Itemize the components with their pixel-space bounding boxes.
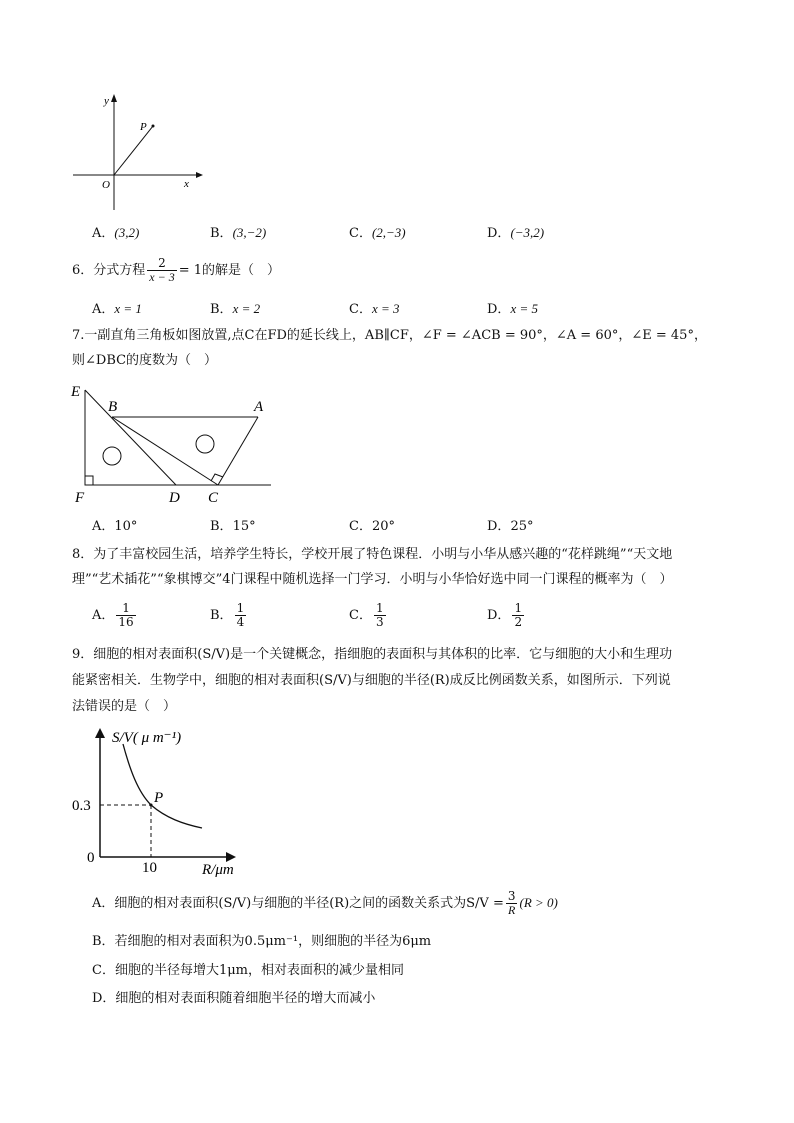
label-a: A (254, 399, 264, 415)
graph-origin: 0 (87, 850, 95, 866)
x-axis-label: x (184, 178, 189, 190)
q6-option-c[interactable]: C．x = 3 (349, 301, 400, 317)
graph-point-p: P (154, 790, 164, 806)
label-f: F (75, 490, 85, 506)
q8-option-b[interactable]: B． $\frac{1}{4}$ (210, 601, 245, 629)
q7-option-b[interactable]: B．15° (210, 519, 256, 534)
q7-stem-line1: 7.一副直角三角板如图放置,点C在FD的延长线上，AB∥CF，∠F = ∠ACB = 90°，∠A = 60°，∠E = 45°， (72, 328, 707, 343)
q6-option-a[interactable]: A．x = 1 (92, 301, 142, 317)
q8-option-c[interactable]: C． $\frac{1}{3}$ (349, 601, 384, 629)
graph-x-tick: 10 (142, 860, 157, 876)
q9-stem-line2: 能紧密相关．生物学中，细胞的相对表面积(S/V)与细胞的半径(R)成反比例函数关系，如图所示．下列说 (72, 673, 671, 688)
q6-option-d[interactable]: D．x = 5 (487, 301, 538, 317)
q9-option-c[interactable]: C．细胞的半径每增大1μm，相对表面积的减少量相同 (92, 963, 404, 978)
q9-option-b[interactable]: B．若细胞的相对表面积为0.5μm⁻¹，则细胞的半径为6μm (92, 934, 432, 949)
q5-option-d[interactable]: D．(−3,2) (487, 225, 545, 241)
label-e: E (71, 384, 81, 400)
q5-option-a[interactable]: A．(3,2) (92, 225, 140, 241)
q6-option-b[interactable]: B．x = 2 (210, 301, 261, 317)
q8-stem-line1: 8．为了丰富校园生活，培养学生特长，学校开展了特色课程．小明与小华从感兴趣的“花样跳绳”“天文地 (72, 547, 673, 562)
q7-option-d[interactable]: D．25° (487, 519, 534, 534)
q8-stem-line2: 理”“艺术插花”“象棋博交”4门课程中随机选择一门学习．小明与小华恰好选中同一门课程的概率为（ ） (72, 572, 673, 587)
q5-option-c[interactable]: C．(2,−3) (349, 225, 406, 241)
origin-label: O (102, 179, 110, 191)
graph-y-tick: 0.3 (72, 798, 91, 814)
inverse-graph (68, 722, 258, 882)
triangle-figure (68, 378, 278, 508)
label-b: B (108, 399, 118, 415)
q7-option-c[interactable]: C．20° (349, 519, 395, 534)
q7-stem-line2: 则∠DBC的度数为（ ） (72, 353, 218, 368)
graph-x-label: R/μm (202, 862, 234, 878)
q8-option-d[interactable]: D． $\frac{1}{2}$ (487, 601, 523, 629)
point-p-label: P (140, 121, 147, 133)
q9-stem-line1: 9．细胞的相对表面积(S/V)是一个关键概念，指细胞的表面积与其体积的比率．它与细胞的大小和生理功 (72, 647, 673, 662)
graph-y-label: S/V( μ m⁻¹) (112, 730, 182, 746)
label-c: C (208, 490, 219, 506)
q7-option-a[interactable]: A．10° (92, 519, 138, 534)
q9-option-d[interactable]: D．细胞的相对表面积随着细胞半径的增大而减小 (92, 991, 376, 1006)
y-axis-label: y (104, 95, 109, 107)
label-d: D (169, 490, 180, 506)
q9-option-a[interactable]: A．细胞的相对表面积(S/V)与细胞的半径(R)之间的函数关系式为S/V = $\frac{3}{R}$ (R > 0) (92, 889, 558, 917)
coordinate-figure (68, 90, 208, 215)
q9-stem-line3: 法错误的是（ ） (72, 699, 177, 714)
q6-stem: 6．分式方程 $\frac{2}{x - 3}$ = 1的解是（ ） (72, 256, 281, 284)
q8-option-a[interactable]: A． $\frac{1}{16}$ (92, 601, 134, 629)
q5-option-b[interactable]: B．(3,−2) (210, 225, 267, 241)
